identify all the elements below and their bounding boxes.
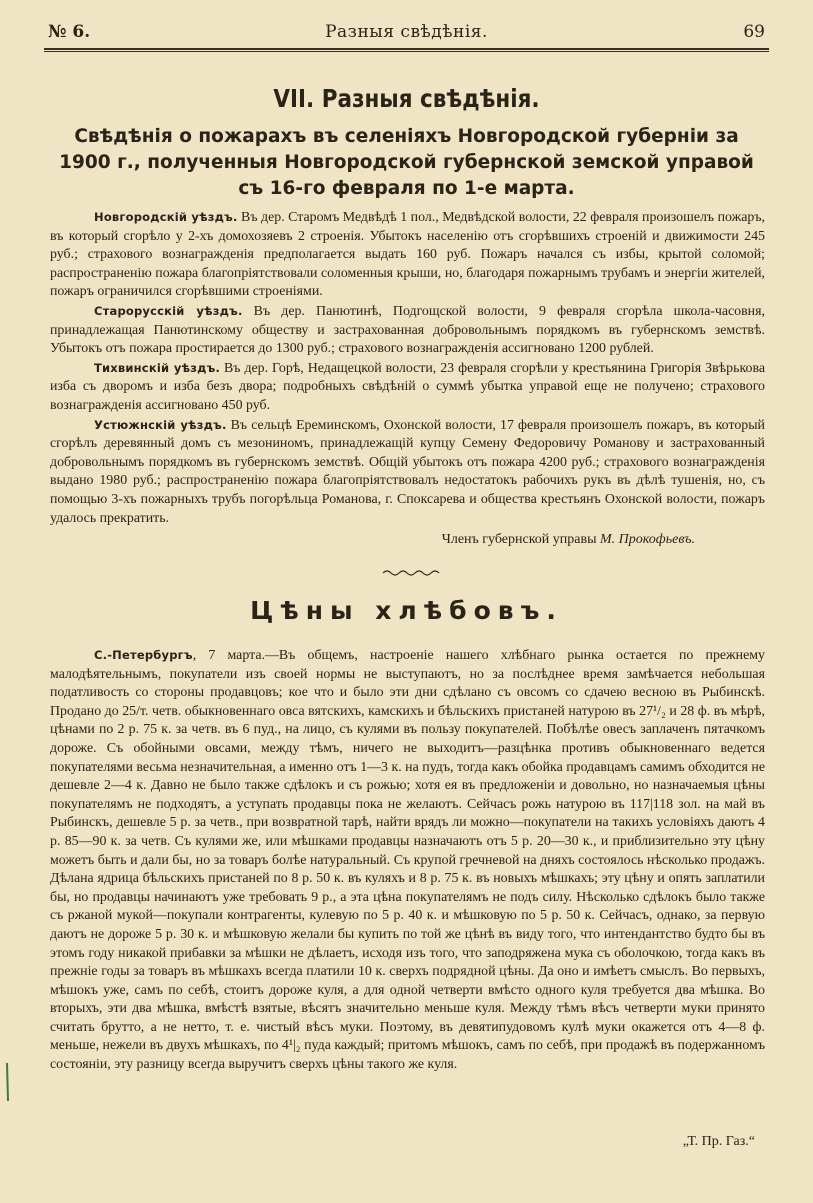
grain-prices-text: , 7 марта.—Въ общемъ, настроеніе нашего хлѣбнаго рынка остается по прежнему малодѣятельнымъ, покупатели изъ своей нормы не выступаютъ, но за послѣднее время замѣчается небольшая податливость со стороны продавцовъ; кое что и было эти дни сдѣлано съ овсомъ со сдачею весною въ Рыбинскѣ. Продано до 25/т. четв. обыкновеннаго овса вятскихъ, камскихъ и бѣльскихъ пристаней натурою въ 27¹/₂ и 28 ф. въ мѣрѣ, цѣнами по 2 р. 75 к. за четв. въ 6 пуд., на лицо, съ кулями въ пользу покупателей. Побѣлѣе овесъ заплаченъ пятачкомъ дороже. Съ обойными овсами, между тѣмъ, ничего не выходитъ—разцѣнка противъ обыкновеннаго ведется покупателями весьма незначительная, а именно отъ 1—3 к. на пудъ, тогда какъ обойка продавцамъ самимъ обходится не дешевле 2—4 к. Давно не было также сдѣлокъ и съ рожью; хотя ея въ предложеніи и довольно, но назначаемыя цѣны покупателямъ не подходятъ, а уступать продавцы пока не желаютъ. Сейчасъ рожь натурою въ 117|118 зол. на май въ Рыбинскъ, дешевле 5 р. за четв., при возвратной тарѣ, найти врядъ ли можно—покупатели на такихъ условіяхъ даютъ 4 р. 85—90 к. за четв. Съ кулями же, или мѣшками продавцы назначаютъ отъ 5 р. 20—30 к., и приблизительно эту цѣну можетъ быть и дали бы, но за товаръ болѣе натуральный. Съ крупой гречневой на дняхъ состоялось нѣсколько продажъ. Дѣлана ядрица бѣльскихъ пристаней по 8 р. 50 к. въ куляхъ и 8 р. 75 к. въ новыхъ мѣшкахъ; эту цѣну и опять заплатили бы, но продавцы начинаютъ уже требовать 9 р., а эта цѣна покупателямъ не подъ силу. Нѣсколько сдѣлокъ было также съ ржаной мукой—покупали контрагенты, кулевую по 5 р. 40 к. и мѣшковую по 5 р. 50 к. Сейчасъ, однако, за первую даютъ не дороже 5 р. 30 к. и мѣшковую желали бы купить по той же цѣнѣ въ виду того, что интендантство будто бы въ этомъ году никакой прибавки за мѣшки не дѣлаетъ, исходя изъ того, что заподряжена мука съ оболочкою, тогда какъ въ прежніе годы за товаръ въ мѣшкахъ всегда платили 10 к. сверхъ подрядной цѣны. Да оно и имѣетъ смыслъ. Во первыхъ, мѣшокъ уже, самъ по себѣ, стоитъ дороже куля, а для одной четверти вмѣсто одного куля требуется два мѣшка. Во вторыхъ, эти два мѣшка, вмѣстѣ взятые, вѣсятъ значительно меньше куля. Между тѣмъ вѣсъ четверти муки принято считать брутто, а не нетто, т. е. чистый вѣсъ муки. Поэтому, въ девятипудовомъ кулѣ муки окажется отъ 4—8 ф. меньше, нежели въ двухъ мѣшкахъ, по 4¹|₂ пуда каждый; притомъ мѣшокъ, самъ по себѣ, при продажѣ въ подержанномъ состояніи, эту разницу всегда выручитъ сверхъ цѣны такого же куля. [50,648,765,1073]
header-rule [44,48,769,50]
grain-prices-paragraph [50,646,765,1075]
source-citation: „Т. Пр. Газ.“ [682,1134,755,1149]
running-header [48,22,765,46]
district-paragraph [50,302,765,359]
district-name: Устюжнскій уѣздъ. [94,417,227,432]
signature-role: Членъ губернской управы [441,532,601,547]
district-text: Въ сельцѣ Ереминскомъ, Охонской волости, 17 февраля произошелъ пожаръ, въ который сгорѣлъ деревянный домъ съ мезониномъ, принадлежащій купцу Семену Федоровичу Романову и застрахованный добровольнымъ порядкомъ въ губернскомъ земствѣ. Общій убытокъ отъ пожара 4200 руб.; страхового вознагражденія выдано 1980 руб.; распространенію пожара благопріятствовалъ недостатокъ рабочихъ рукъ въ дѣлѣ тушенія, но, съ помощью 3-хъ пожарныхъ трубъ погорѣльца Романова, г. Споксарева и общества крестьянъ Охонской волости, пожаръ удалось прекратить. [50,417,765,526]
pencil-mark [5,1062,11,1102]
district-name: Новгородскій уѣздъ. [94,210,238,224]
fire-report-body [50,208,765,528]
district-paragraph [50,416,765,529]
city-name: С.-Петербургъ [94,648,193,662]
district-paragraph [50,208,765,302]
signature-name: М. Прокофьевъ. [600,532,695,547]
district-name: Тихвинскій уѣздъ. [94,360,221,375]
fire-report-title: Свѣдѣнія о пожарахъ въ селеніяхъ Новгородской губерніи за 1900 г., полученныя Новгородской губернской земской управой съ 16-го февраля по 1-е марта. [59,126,754,199]
district-name: Старорусскій уѣздъ. [94,303,243,318]
district-paragraph [50,359,765,416]
section-title: VII. Разныя свѣдѣнія. [273,84,540,113]
issue-number: № 6. [48,22,91,42]
header-rule-thin [44,51,769,52]
ornament-divider [382,568,440,578]
district-text: Въ дер. Панютинѣ, Подгощской волости, 9 февраля сгорѣла школа-часовня, принадлежащая Панютинскому обществу и застрахованная добровольнымъ порядкомъ въ губернскомъ земствѣ. Убытокъ отъ пожара простирается до 1300 руб.; страхового вознагражденія ассигновано 1200 рублей. [50,303,765,357]
signature [442,532,695,548]
header-title: Разныя свѣдѣнія. [325,22,488,42]
grain-prices-title: Цѣны хлѣбовъ. [250,596,563,625]
district-text: Въ дер. Горѣ, Недащецкой волости, 23 февраля сгорѣли у крестьянина Григорія Звѣрькова изба съ дворомъ и изба безъ двора; подробныхъ свѣдѣній о суммѣ убытка управой еще не получено; страхового вознагражденія ассигновано 450 руб. [50,360,765,413]
page-number: 69 [743,22,765,42]
grain-prices-body [50,646,765,1075]
district-text: Въ дер. Старомъ Медвѣдѣ 1 пол., Медвѣдской волости, 22 февраля произошелъ пожаръ, въ который сгорѣло у 2-хъ домохозяевъ 2 строенія. Убытокъ населенію отъ сгорѣвшихъ строеній и движимости 245 руб.; страхового вознагражденія предполагается выдать 160 руб. Пожаръ начался съ избы, крытой соломой; распространенію пожара благопріятствовали соломенныя крыши, но, благодаря пожарнымъ трубамъ и энергіи жителей, пожаръ ограничился сгорѣвшими строеніями. [50,210,766,300]
